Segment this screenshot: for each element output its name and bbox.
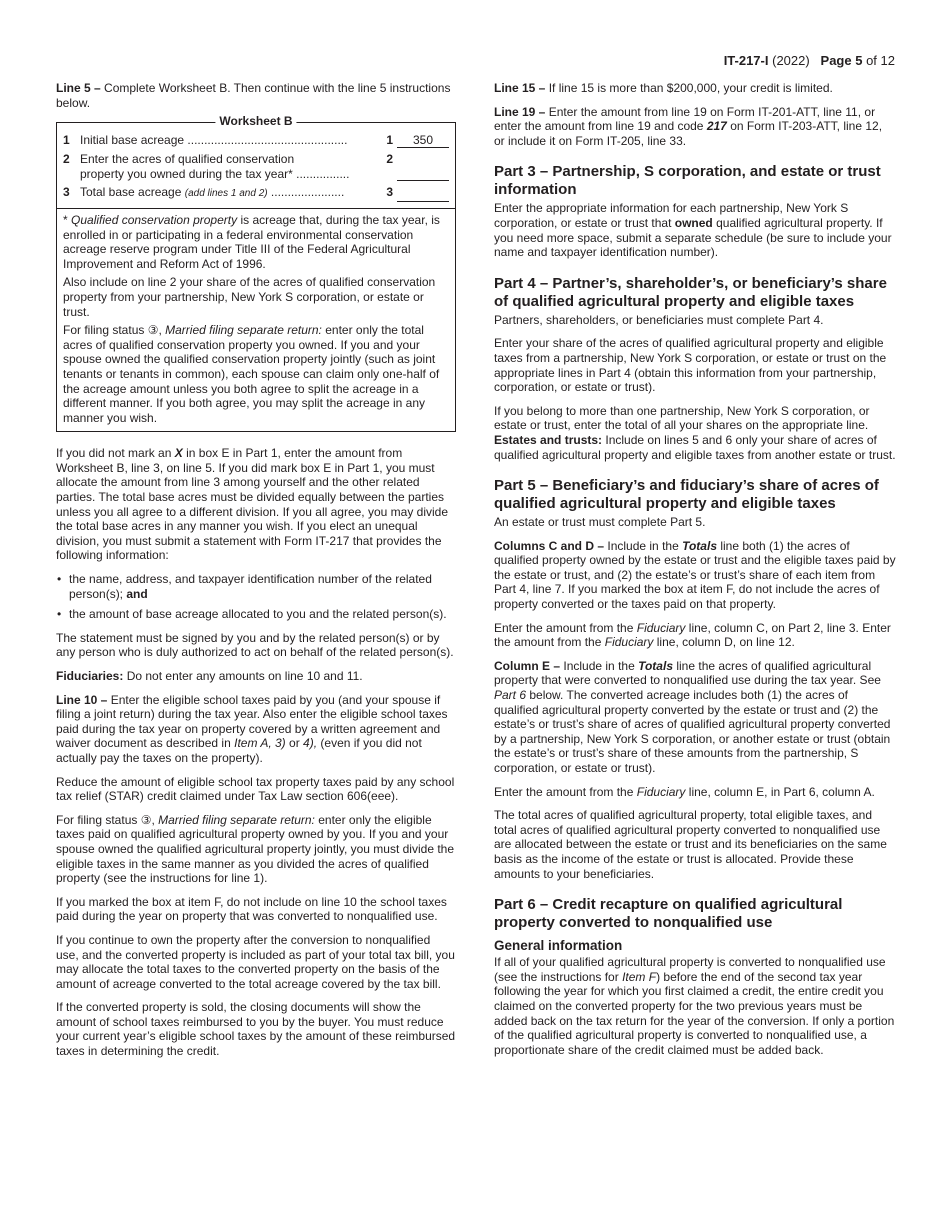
sold-property-paragraph: If the converted property is sold, the closing documents will show the amount of school taxes reimbursed to you by the buyer. You must reduce your current year’s eligible school taxes by the amount of these reimbursed taxes in determining the credit. (56, 1000, 456, 1059)
worksheet-note-3: For filing status ③, Married filing separate return: enter only the total acres of qualified conservation property you owned. If you and your spouse owned the qualified conservation property jointly (such as joint tenants or tenants in common), each spouse can claim only one-half of the acreage amount unless you both agree to split the acreage in a different manner. If you both agree, you may split the acreage in any manner you wish. (63, 323, 440, 425)
line5-paragraph: Line 5 – Complete Worksheet B. Then continue with the line 5 instructions below. (56, 81, 451, 110)
filing-status-paragraph: For filing status ③, Married filing separate return: enter only the eligible taxes paid on qualified agricultural property owned by you. If you and your spouse owned the qualified agricultural property jointly, you must divide the eligible taxes in the same manner as you divided the acres of qualified property (see the instructions for line 1). (56, 812, 455, 886)
part3-paragraph: Enter the appropriate information for each partnership, New York S corporation, or estate or trust that owned qualified agricultural property. If you need more space, submit a separate schedule (be sure to include your name and taxpayer identification number). (494, 201, 892, 260)
fiduciaries-paragraph: Fiduciaries: Do not enter any amounts on line 10 and 11. (56, 669, 363, 683)
worksheet-b (56, 114, 456, 432)
star-paragraph: Reduce the amount of eligible school tax property taxes paid by any school tax relief (STAR) credit claimed under Tax Law section 606(eee). (56, 774, 455, 804)
line19-paragraph: Line 19 – Enter the amount from line 19 on Form IT-201-ATT, line 11, or enter the amount from line 19 and code 217 on Form IT-203-ATT, line 12, or include it on Form IT-205, line 33. (494, 104, 883, 148)
list-item: • the amount of base acreage allocated to you and the related person(s). (56, 607, 456, 622)
part5-heading: Part 5 – Beneficiary’s and fiduciary’s share of acres of qualified agricultural property and eligible taxes (494, 477, 879, 513)
part3-heading: Part 3 – Partnership, S corporation, and estate or trust information (494, 163, 881, 199)
part4-paragraph-3: If you belong to more than one partnership, New York S corporation, or estate or trust, enter the total of all your shares on the appropriate line. Estates and trusts: Include on lines 5 and 6 only your share of acres of qualified agricultural property and eligible taxes from another estate or trust. (494, 403, 896, 462)
worksheet-line-1: 1 Initial base acreage ................................................ 1 350 (63, 133, 449, 148)
general-information-paragraph: If all of your qualified agricultural property is converted to nonqualified use (see the instructions for Item F) before the end of the second tax year following the year for which you first claimed a credit, the entire credit you claimed on the converted property for the two previous years must be added back on the tax return for the year of the conversion. If only a portion of the qualified agricultural property is converted to nonqualified use, a proportionate share of the credit claimed must be added back. (494, 955, 895, 1057)
line15-paragraph: Line 15 – If line 15 is more than $200,000, your credit is limited. (494, 81, 833, 95)
page-number: Page 5 (820, 53, 863, 68)
line2-value[interactable] (397, 166, 449, 181)
part6-heading: Part 6 – Credit recapture on qualified agricultural property converted to nonqualified use (494, 896, 843, 932)
right-column (494, 81, 896, 1066)
conversion-paragraph: If you continue to own the property after the conversion to nonqualified use, and the converted property is included as part of your total tax bill, you may allocate the total taxes to the converted property on the basis of the amount of acreage converted to the total acreage covered by the tax bill. (56, 932, 455, 991)
statement-paragraph: The statement must be signed by you and by the related person(s) or by any person who is duly authorized to act on behalf of the related person(s). (56, 630, 454, 660)
page-header (724, 53, 895, 68)
line3-value[interactable] (397, 187, 449, 202)
line1-value[interactable]: 350 (397, 133, 449, 148)
part4-heading: Part 4 – Partner’s, shareholder’s, or beneficiary’s share of qualified agricultural property and eligible taxes (494, 274, 887, 310)
worksheet-line-2: 2 Enter the acres of qualified conservation property you owned during the tax year* ................ 2 (63, 152, 449, 181)
worksheet-divider (57, 208, 455, 209)
part4-paragraph-1: Partners, shareholders, or beneficiaries must complete Part 4. (494, 312, 824, 327)
worksheet-line-3: 3 Total base acreage (add lines 1 and 2) ...................... 3 (63, 185, 449, 202)
allocation-paragraph: If you did not mark an X in box E in Part 1, enter the amount from Worksheet B, line 3, on line 5. If you did mark box E in Part 1, you must allocate the amount from line 3 among yourself and the other related parties. The total base acres must be divided equally between the parties unless you all agree to a different division. If you all agree, you may divide the total base acres in any manner you wish. If you elect an unequal division, you must submit a statement with Form IT-217 that provides the following information: (56, 446, 449, 563)
page-total: of 12 (866, 53, 895, 68)
worksheet-note-2: Also include on line 2 your share of the acres of qualified conservation property from your partnership, New York S corporation, or estate or trust. (63, 275, 436, 319)
fiduciary-column-e-paragraph: Enter the amount from the Fiduciary line, column E, in Part 6, column A. (494, 784, 875, 799)
part5-paragraph-1: An estate or trust must complete Part 5. (494, 515, 706, 530)
worksheet-title: Worksheet B (215, 114, 296, 128)
fiduciary-line-paragraph: Enter the amount from the Fiduciary line, column C, on Part 2, line 3. Enter the amount from the Fiduciary line, column D, on line 12. (494, 620, 891, 650)
list-item: • the name, address, and taxpayer identification number of the related person(s); and (56, 572, 456, 601)
line10-paragraph: Line 10 – Enter the eligible school taxes paid by you (and your spouse if filing a joint return) during the tax year. Also enter the eligible school taxes paid during the tax year on property covered by a written agreement and waiver document as described in Item A, 3) or 4), (even if you did not actually pay the taxes on the property). (56, 692, 448, 765)
columns-cd-paragraph: Columns C and D – Include in the Totals line both (1) the acres of qualified property owned by the estate or trust and the eligible taxes paid by the estate or trust, and (2) the estate’s or trust’s share of each item from Part 4, line 7. If you marked the box at item F, do not include the acres of property converted or the taxes paid on that property. (494, 538, 896, 612)
info-list (56, 572, 456, 622)
worksheet-footnote: * Qualified conservation property is acreage that, during the tax year, is enrolled in or participating in a federal environmental conservation acreage reserve program under Title III of the Federal Agricultural Improvement and Reform Act of 1996. (63, 212, 440, 271)
general-information-heading: General information (494, 938, 623, 954)
form-id: IT-217-I (723, 53, 769, 68)
item-f-paragraph: If you marked the box at item F, do not include on line 10 the school taxes paid during the year on property that was converted to nonqualified use. (56, 894, 447, 924)
part4-paragraph-2: Enter your share of the acres of qualified agricultural property and eligible taxes from a partnership, New York S corporation, or estate or trust on the appropriate lines in Part 4 (obtain this information from your partnership, corporation, or estate or trust). (494, 336, 887, 395)
allocation-beneficiaries-paragraph: The total acres of qualified agricultural property, total eligible taxes, and total acres of qualified agricultural property converted to nonqualified use are allocated between the estate or trust and its beneficiaries on the same basis as the income of the estate or trust is allocated. Provide these amounts to your beneficiaries. (494, 808, 887, 881)
column-e-paragraph: Column E – Include in the Totals line the acres of qualified agricultural property that were converted to nonqualified use during the tax year. See Part 6 below. The converted acreage includes both (1) the acres of qualified agricultural property converted by the estate or trust and (2) the estate’s or trust’s share of acres of qualified agricultural property converted by a partnership, New York S corporation, or another estate or trust (obtain the estate’s or trust’s share of these amounts from the partnership, S corporation, or estate or trust). (494, 658, 891, 775)
form-year: (2022) (772, 53, 810, 68)
left-column (56, 81, 456, 1068)
